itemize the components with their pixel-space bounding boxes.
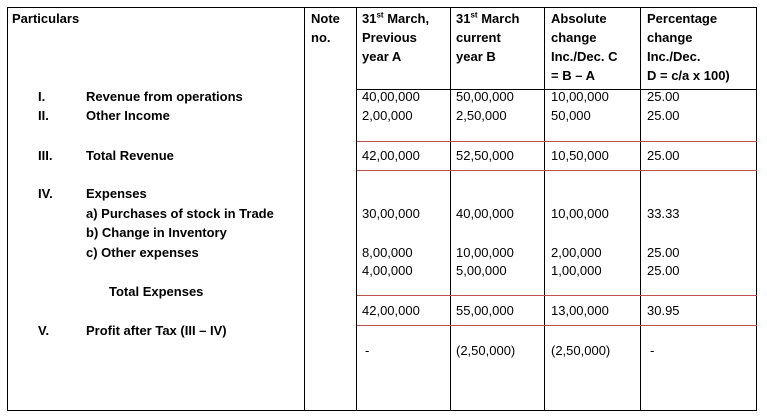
header-curr-line2: current: [456, 30, 501, 45]
row-number: III.: [38, 148, 53, 163]
header-abs-line4: = B – A: [551, 68, 595, 83]
row-label: c) Other expenses: [86, 245, 199, 260]
header-prev-line1: 31st March,: [362, 10, 430, 26]
row-divider: [357, 295, 757, 296]
cell-prev: 30,00,000: [362, 206, 420, 221]
row-label: Other Income: [86, 108, 170, 123]
cell-abs: 50,000: [551, 108, 591, 123]
header-abs-line3: Inc./Dec. C: [551, 49, 618, 64]
row-label: Profit after Tax (III – IV): [86, 323, 227, 338]
cell-curr: 5,00,000: [456, 263, 507, 278]
row-divider: [357, 170, 757, 171]
header-prev-line3: year A: [362, 49, 402, 64]
cell-abs: 10,50,000: [551, 148, 609, 163]
cell-pct: 25.00: [647, 108, 680, 123]
cell-abs: 2,00,000: [551, 245, 602, 260]
header-pct-line4: D = c/a x 100): [647, 68, 730, 83]
header-pct-line3: Inc./Dec.: [647, 49, 701, 64]
cell-abs: (2,50,000): [551, 343, 611, 358]
cell-prev: 8,00,000: [362, 245, 413, 260]
cell-pct: -: [650, 343, 655, 358]
cell-pct: 25.00: [647, 245, 680, 260]
header-abs-line1: Absolute: [551, 11, 607, 26]
cell-pct: 25.00: [647, 89, 680, 104]
cell-prev: 2,00,000: [362, 108, 413, 123]
header-particulars: Particulars: [12, 11, 80, 26]
header-note-line2: no.: [311, 30, 331, 45]
row-divider: [357, 141, 757, 142]
row-label: Total Expenses: [109, 284, 204, 299]
cell-prev: -: [365, 343, 370, 358]
cell-abs: 10,00,000: [551, 206, 609, 221]
cell-pct: 25.00: [647, 148, 680, 163]
row-divider: [357, 325, 757, 326]
header-curr-line3: year B: [456, 49, 496, 64]
row-label: Expenses: [86, 186, 147, 201]
row-number: V.: [38, 323, 50, 338]
cell-abs: 1,00,000: [551, 263, 602, 278]
cell-pct: 33.33: [647, 206, 680, 221]
cell-pct: 25.00: [647, 263, 680, 278]
row-number: IV.: [38, 186, 53, 201]
column-divider: [304, 7, 305, 411]
cell-abs: 10,00,000: [551, 89, 609, 104]
header-prev-line2: Previous: [362, 30, 417, 45]
header-pct-line1: Percentage: [647, 11, 718, 26]
cell-pct: 30.95: [647, 303, 680, 318]
row-label: a) Purchases of stock in Trade: [86, 206, 274, 221]
row-label: Revenue from operations: [86, 89, 243, 104]
header-pct-line2: change: [647, 30, 693, 45]
column-divider: [544, 7, 545, 411]
row-number: II.: [38, 108, 49, 123]
column-divider: [450, 7, 451, 411]
header-curr-line1: 31st March: [456, 10, 520, 26]
row-label: Total Revenue: [86, 148, 174, 163]
column-divider: [640, 7, 641, 411]
cell-curr: 10,00,000: [456, 245, 514, 260]
cell-curr: 40,00,000: [456, 206, 514, 221]
header-abs-line2: change: [551, 30, 597, 45]
cell-prev: 40,00,000: [362, 89, 420, 104]
column-divider: [356, 7, 357, 411]
cell-curr: 52,50,000: [456, 148, 514, 163]
row-label: b) Change in Inventory: [86, 225, 227, 240]
cell-abs: 13,00,000: [551, 303, 609, 318]
header-note-line1: Note: [311, 11, 340, 26]
cell-curr: (2,50,000): [456, 343, 516, 358]
cell-prev: 4,00,000: [362, 263, 413, 278]
cell-prev: 42,00,000: [362, 148, 420, 163]
cell-prev: 42,00,000: [362, 303, 420, 318]
cell-curr: 55,00,000: [456, 303, 514, 318]
row-number: I.: [38, 89, 46, 104]
cell-curr: 2,50,000: [456, 108, 507, 123]
cell-curr: 50,00,000: [456, 89, 514, 104]
